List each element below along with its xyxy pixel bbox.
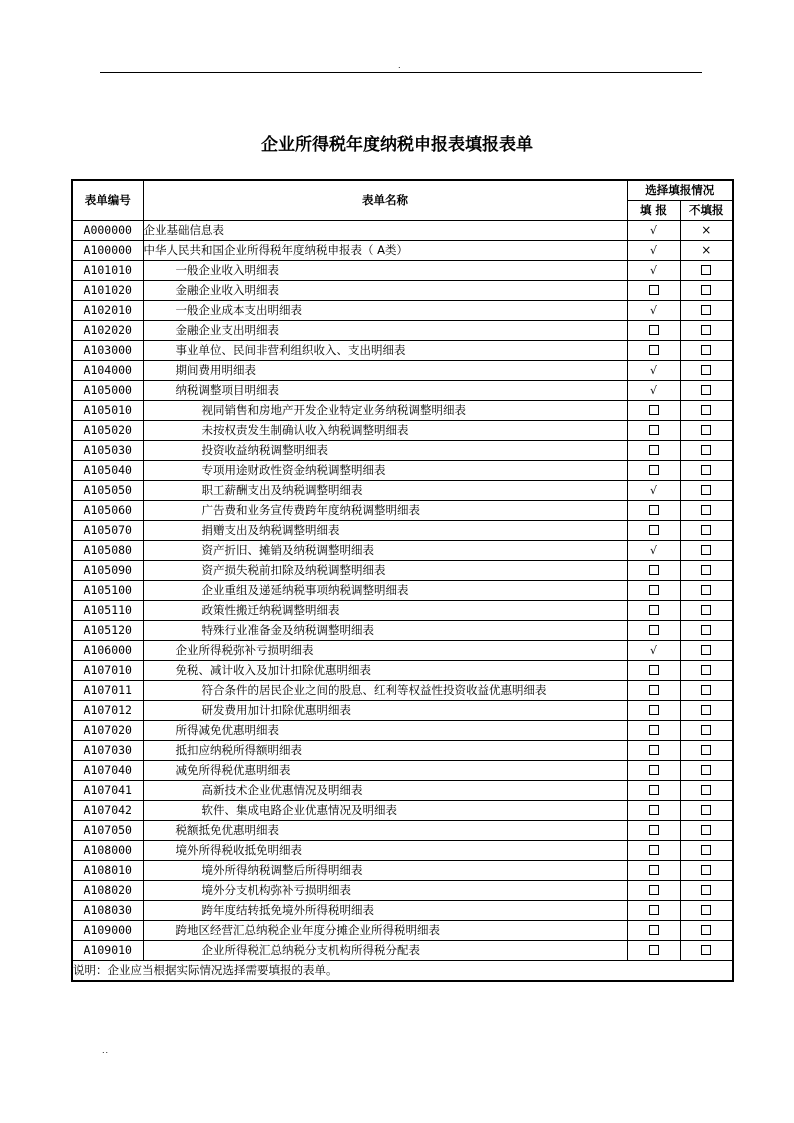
nofill-cell [680, 881, 733, 901]
nofill-cell [680, 621, 733, 641]
form-name: 视同销售和房地产开发企业特定业务纳税调整明细表 [143, 401, 627, 421]
form-name: 抵扣应纳税所得额明细表 [143, 741, 627, 761]
table-row [72, 401, 733, 421]
form-code: A104000 [72, 361, 143, 381]
fill-cell [627, 341, 680, 361]
nofill-cell [680, 861, 733, 881]
form-name: 企业重组及递延纳税事项纳税调整明细表 [143, 581, 627, 601]
table-row [72, 461, 733, 481]
checkbox-empty-icon[interactable] [649, 405, 659, 415]
checkbox-empty-icon[interactable] [701, 445, 711, 455]
form-code: A102020 [72, 321, 143, 341]
form-code: A105040 [72, 461, 143, 481]
checkbox-empty-icon[interactable] [649, 445, 659, 455]
fill-cell [627, 501, 680, 521]
checkbox-empty-icon[interactable] [649, 805, 659, 815]
table-row [72, 381, 733, 401]
header-dot: . [398, 61, 401, 70]
checkbox-empty-icon[interactable] [649, 765, 659, 775]
fill-cell [627, 521, 680, 541]
fill-cell [627, 361, 680, 381]
table-row [72, 501, 733, 521]
form-name: 境外分支机构弥补亏损明细表 [143, 881, 627, 901]
form-name: 未按权责发生制确认收入纳税调整明细表 [143, 421, 627, 441]
nofill-cell [680, 941, 733, 961]
table-row [72, 681, 733, 701]
fill-cell [627, 901, 680, 921]
checkbox-empty-icon[interactable] [701, 705, 711, 715]
checkbox-empty-icon[interactable] [649, 865, 659, 875]
table-row [72, 421, 733, 441]
nofill-cell [680, 721, 733, 741]
form-code: A106000 [72, 641, 143, 661]
form-code: A105050 [72, 481, 143, 501]
table-row [72, 601, 733, 621]
table-row [72, 541, 733, 561]
table-row [72, 941, 733, 961]
checkbox-empty-icon[interactable] [701, 745, 711, 755]
nofill-cell [680, 341, 733, 361]
table-row [72, 821, 733, 841]
table-row [72, 521, 733, 541]
form-name: 特殊行业准备金及纳税调整明细表 [143, 621, 627, 641]
form-code: A107041 [72, 781, 143, 801]
checkbox-empty-icon[interactable] [701, 945, 711, 955]
checkbox-empty-icon[interactable] [649, 425, 659, 435]
checkbox-empty-icon[interactable] [649, 905, 659, 915]
checkbox-empty-icon[interactable] [701, 585, 711, 595]
checkbox-empty-icon[interactable] [649, 685, 659, 695]
col-header-fill: 填 报 [627, 201, 680, 221]
checkmark-icon[interactable]: √ [649, 304, 657, 317]
checkbox-empty-icon[interactable] [701, 505, 711, 515]
fill-cell [627, 541, 680, 561]
form-name: 免税、减计收入及加计扣除优惠明细表 [143, 661, 627, 681]
nofill-cell [680, 601, 733, 621]
nofill-cell [680, 361, 733, 381]
table-row [72, 721, 733, 741]
checkbox-empty-icon[interactable] [701, 465, 711, 475]
fill-cell [627, 441, 680, 461]
form-name: 一般企业成本支出明细表 [143, 301, 627, 321]
form-code: A105070 [72, 521, 143, 541]
form-code: A105000 [72, 381, 143, 401]
nofill-cell [680, 781, 733, 801]
form-name: 职工薪酬支出及纳税调整明细表 [143, 481, 627, 501]
checkbox-empty-icon[interactable] [649, 925, 659, 935]
header-rule [100, 72, 702, 73]
table-row [72, 921, 733, 941]
col-header-code: 表单编号 [72, 180, 143, 221]
nofill-cell [680, 221, 733, 241]
fill-cell [627, 861, 680, 881]
table-row [72, 661, 733, 681]
form-name: 资产折旧、摊销及纳税调整明细表 [143, 541, 627, 561]
form-code: A108020 [72, 881, 143, 901]
nofill-cell [680, 521, 733, 541]
checkbox-empty-icon[interactable] [649, 845, 659, 855]
form-code: A105120 [72, 621, 143, 641]
checkbox-empty-icon[interactable] [701, 385, 711, 395]
nofill-cell [680, 321, 733, 341]
checkbox-empty-icon[interactable] [701, 665, 711, 675]
fill-cell [627, 821, 680, 841]
checkbox-empty-icon[interactable] [649, 565, 659, 575]
table-row [72, 801, 733, 821]
form-code: A108000 [72, 841, 143, 861]
fill-cell [627, 581, 680, 601]
fill-cell [627, 721, 680, 741]
table-row [72, 481, 733, 501]
table-row [72, 581, 733, 601]
form-name: 事业单位、民间非营利组织收入、支出明细表 [143, 341, 627, 361]
form-list-table [71, 179, 734, 982]
checkbox-empty-icon[interactable] [701, 605, 711, 615]
form-code: A105080 [72, 541, 143, 561]
form-name: 专项用途财政性资金纳税调整明细表 [143, 461, 627, 481]
fill-cell [627, 321, 680, 341]
checkbox-empty-icon[interactable] [701, 825, 711, 835]
form-code: A109010 [72, 941, 143, 961]
checkbox-empty-icon[interactable] [649, 465, 659, 475]
fill-cell [627, 881, 680, 901]
checkbox-empty-icon[interactable] [701, 305, 711, 315]
form-code: A107020 [72, 721, 143, 741]
table-row [72, 861, 733, 881]
form-code: A107030 [72, 741, 143, 761]
nofill-cell [680, 301, 733, 321]
form-code: A100000 [72, 241, 143, 261]
checkbox-empty-icon[interactable] [649, 725, 659, 735]
checkbox-empty-icon[interactable] [701, 485, 711, 495]
form-code: A102010 [72, 301, 143, 321]
nofill-cell [680, 561, 733, 581]
checkbox-empty-icon[interactable] [701, 905, 711, 915]
page-title: 企业所得税年度纳税申报表填报表单 [261, 135, 533, 155]
checkbox-empty-icon[interactable] [649, 285, 659, 295]
form-name: 企业所得税汇总纳税分支机构所得税分配表 [143, 941, 627, 961]
table-row [72, 301, 733, 321]
checkbox-empty-icon[interactable] [701, 565, 711, 575]
checkbox-empty-icon[interactable] [701, 285, 711, 295]
form-name: 企业基础信息表 [143, 221, 627, 241]
checkbox-empty-icon[interactable] [701, 805, 711, 815]
checkbox-empty-icon[interactable] [701, 645, 711, 655]
cross-icon: × [701, 223, 712, 237]
form-code: A105030 [72, 441, 143, 461]
nofill-cell [680, 701, 733, 721]
nofill-cell [680, 281, 733, 301]
form-code: A108030 [72, 901, 143, 921]
checkbox-empty-icon[interactable] [701, 725, 711, 735]
nofill-cell [680, 681, 733, 701]
fill-cell [627, 941, 680, 961]
fill-cell [627, 641, 680, 661]
fill-cell [627, 241, 680, 261]
form-code: A107050 [72, 821, 143, 841]
fill-cell [627, 301, 680, 321]
form-name: 期间费用明细表 [143, 361, 627, 381]
fill-cell [627, 461, 680, 481]
checkbox-empty-icon[interactable] [649, 345, 659, 355]
nofill-cell [680, 441, 733, 461]
form-name: 境外所得税收抵免明细表 [143, 841, 627, 861]
checkbox-empty-icon[interactable] [649, 885, 659, 895]
fill-cell [627, 741, 680, 761]
fill-cell [627, 281, 680, 301]
table-note: 说明：企业应当根据实际情况选择需要填报的表单。 [72, 961, 733, 982]
checkbox-empty-icon[interactable] [649, 665, 659, 675]
checkbox-empty-icon[interactable] [701, 625, 711, 635]
form-name: 符合条件的居民企业之间的股息、红利等权益性投资收益优惠明细表 [143, 681, 627, 701]
form-name: 软件、集成电路企业优惠情况及明细表 [143, 801, 627, 821]
col-header-select: 选择填报情况 [627, 180, 733, 201]
form-code: A107012 [72, 701, 143, 721]
form-name: 税额抵免优惠明细表 [143, 821, 627, 841]
form-name: 所得减免优惠明细表 [143, 721, 627, 741]
nofill-cell [680, 741, 733, 761]
table-row [72, 281, 733, 301]
table-row [72, 701, 733, 721]
table-body [72, 221, 733, 961]
nofill-cell [680, 241, 733, 261]
checkbox-empty-icon[interactable] [701, 865, 711, 875]
form-name: 政策性搬迁纳税调整明细表 [143, 601, 627, 621]
table-row [72, 901, 733, 921]
nofill-cell [680, 841, 733, 861]
checkmark-icon[interactable]: √ [649, 644, 657, 657]
nofill-cell [680, 641, 733, 661]
form-code: A103000 [72, 341, 143, 361]
table-row [72, 881, 733, 901]
form-code: A000000 [72, 221, 143, 241]
form-code: A101010 [72, 261, 143, 281]
form-code: A107040 [72, 761, 143, 781]
cross-icon: × [701, 243, 712, 257]
fill-cell [627, 261, 680, 281]
fill-cell [627, 841, 680, 861]
form-code: A107010 [72, 661, 143, 681]
nofill-cell [680, 541, 733, 561]
table-row [72, 621, 733, 641]
nofill-cell [680, 901, 733, 921]
fill-cell [627, 921, 680, 941]
table-row [72, 441, 733, 461]
checkbox-empty-icon[interactable] [649, 745, 659, 755]
checkmark-icon[interactable]: √ [649, 544, 657, 557]
checkbox-empty-icon[interactable] [701, 785, 711, 795]
checkmark-icon[interactable]: √ [649, 264, 657, 277]
checkmark-icon[interactable]: √ [649, 244, 657, 257]
table-row [72, 361, 733, 381]
checkmark-icon[interactable]: √ [649, 384, 657, 397]
fill-cell [627, 421, 680, 441]
checkbox-empty-icon[interactable] [701, 325, 711, 335]
form-code: A105090 [72, 561, 143, 581]
fill-cell [627, 661, 680, 681]
nofill-cell [680, 381, 733, 401]
checkbox-empty-icon[interactable] [649, 945, 659, 955]
checkbox-empty-icon[interactable] [701, 345, 711, 355]
form-code: A109000 [72, 921, 143, 941]
footer-dots: .. [102, 1046, 110, 1055]
checkbox-empty-icon[interactable] [701, 405, 711, 415]
nofill-cell [680, 261, 733, 281]
table-row [72, 261, 733, 281]
fill-cell [627, 481, 680, 501]
table-row [72, 841, 733, 861]
form-name: 跨地区经营汇总纳税企业年度分摊企业所得税明细表 [143, 921, 627, 941]
form-name: 金融企业支出明细表 [143, 321, 627, 341]
checkbox-empty-icon[interactable] [649, 585, 659, 595]
checkmark-icon[interactable]: √ [649, 484, 657, 497]
checkmark-icon[interactable]: √ [649, 364, 657, 377]
fill-cell [627, 401, 680, 421]
checkbox-empty-icon[interactable] [649, 785, 659, 795]
form-code: A105110 [72, 601, 143, 621]
nofill-cell [680, 921, 733, 941]
checkbox-empty-icon[interactable] [701, 845, 711, 855]
form-name: 高新技术企业优惠情况及明细表 [143, 781, 627, 801]
checkbox-empty-icon[interactable] [701, 365, 711, 375]
form-name: 纳税调整项目明细表 [143, 381, 627, 401]
form-name: 跨年度结转抵免境外所得税明细表 [143, 901, 627, 921]
nofill-cell [680, 461, 733, 481]
form-name: 捐赠支出及纳税调整明细表 [143, 521, 627, 541]
nofill-cell [680, 661, 733, 681]
checkbox-empty-icon[interactable] [701, 685, 711, 695]
checkbox-empty-icon[interactable] [701, 885, 711, 895]
checkbox-empty-icon[interactable] [701, 425, 711, 435]
fill-cell [627, 781, 680, 801]
checkbox-empty-icon[interactable] [701, 265, 711, 275]
form-code: A105100 [72, 581, 143, 601]
fill-cell [627, 601, 680, 621]
checkbox-empty-icon[interactable] [649, 825, 659, 835]
nofill-cell [680, 801, 733, 821]
fill-cell [627, 761, 680, 781]
fill-cell [627, 681, 680, 701]
form-code: A107042 [72, 801, 143, 821]
form-code: A101020 [72, 281, 143, 301]
checkbox-empty-icon[interactable] [701, 925, 711, 935]
form-name: 投资收益纳税调整明细表 [143, 441, 627, 461]
fill-cell [627, 801, 680, 821]
form-name: 减免所得税优惠明细表 [143, 761, 627, 781]
form-code: A105010 [72, 401, 143, 421]
checkbox-empty-icon[interactable] [649, 625, 659, 635]
form-name: 广告费和业务宣传费跨年度纳税调整明细表 [143, 501, 627, 521]
nofill-cell [680, 761, 733, 781]
table-row [72, 241, 733, 261]
col-header-name: 表单名称 [143, 180, 627, 221]
fill-cell [627, 561, 680, 581]
nofill-cell [680, 401, 733, 421]
form-code: A107011 [72, 681, 143, 701]
table-row [72, 781, 733, 801]
checkbox-empty-icon[interactable] [649, 525, 659, 535]
checkbox-empty-icon[interactable] [701, 765, 711, 775]
form-name: 金融企业收入明细表 [143, 281, 627, 301]
table-row [72, 321, 733, 341]
table-row [72, 341, 733, 361]
checkbox-empty-icon[interactable] [701, 545, 711, 555]
form-name: 资产损失税前扣除及纳税调整明细表 [143, 561, 627, 581]
form-code: A105020 [72, 421, 143, 441]
fill-cell [627, 381, 680, 401]
form-name: 研发费用加计扣除优惠明细表 [143, 701, 627, 721]
nofill-cell [680, 501, 733, 521]
nofill-cell [680, 821, 733, 841]
table-row [72, 641, 733, 661]
checkmark-icon[interactable]: √ [649, 224, 657, 237]
checkbox-empty-icon[interactable] [649, 605, 659, 615]
checkbox-empty-icon[interactable] [649, 705, 659, 715]
form-name: 境外所得纳税调整后所得明细表 [143, 861, 627, 881]
table-row [72, 761, 733, 781]
form-name: 企业所得税弥补亏损明细表 [143, 641, 627, 661]
table-row [72, 741, 733, 761]
col-header-nofill: 不填报 [680, 201, 733, 221]
checkbox-empty-icon[interactable] [649, 325, 659, 335]
fill-cell [627, 701, 680, 721]
checkbox-empty-icon[interactable] [649, 505, 659, 515]
nofill-cell [680, 481, 733, 501]
table-row [72, 221, 733, 241]
form-code: A108010 [72, 861, 143, 881]
form-name: 一般企业收入明细表 [143, 261, 627, 281]
form-code: A105060 [72, 501, 143, 521]
form-name: 中华人民共和国企业所得税年度纳税申报表（ A类） [143, 241, 627, 261]
fill-cell [627, 221, 680, 241]
nofill-cell [680, 421, 733, 441]
checkbox-empty-icon[interactable] [701, 525, 711, 535]
table-row [72, 561, 733, 581]
fill-cell [627, 621, 680, 641]
nofill-cell [680, 581, 733, 601]
